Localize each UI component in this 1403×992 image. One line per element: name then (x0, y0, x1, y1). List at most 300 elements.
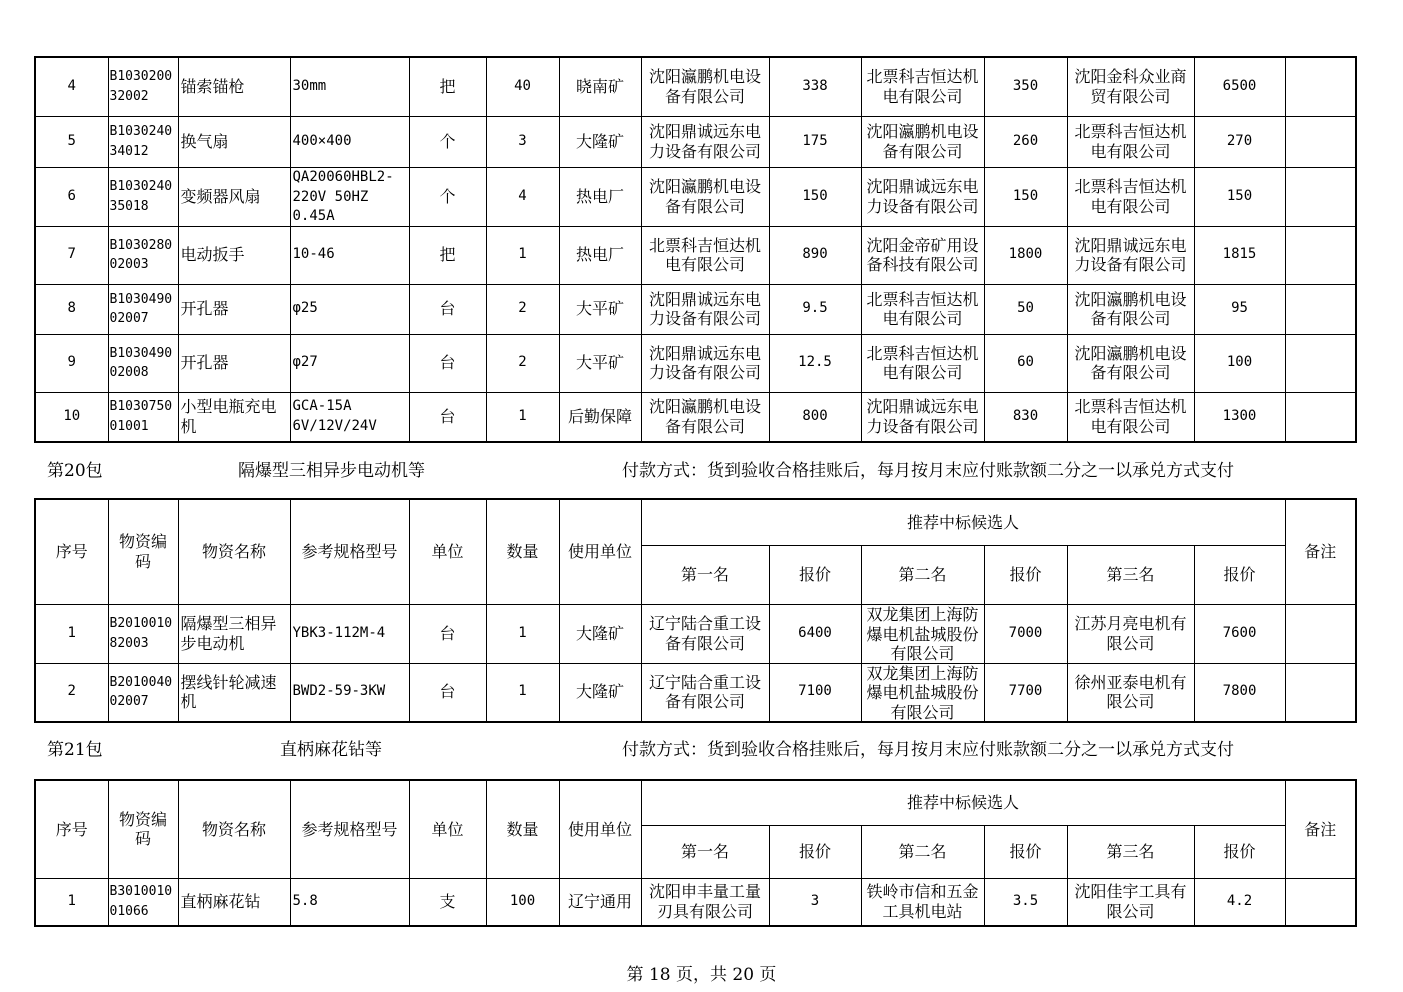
quantity: 4 (518, 187, 527, 204)
spec-model: 5.8 (292, 893, 318, 909)
material-name-cell (178, 284, 290, 334)
third-candidate-cell (1067, 167, 1194, 226)
first-price: 338 (802, 78, 828, 94)
header-first-candidate-cell (641, 825, 769, 878)
payment-terms: 付款方式：货到验收合格挂账后，每月按月末应付账款额二分之一以承兑方式支付 (622, 461, 1234, 481)
material-name: 开孔器 (180, 299, 229, 319)
first-price-cell (769, 116, 861, 167)
third-candidate: 北票科吉恒达机电有限公司 (1074, 122, 1187, 161)
spec-model: 10-46 (292, 246, 335, 263)
table-row (35, 116, 1356, 167)
remark-cell (1285, 57, 1356, 116)
using-unit: 热电厂 (575, 186, 624, 206)
row-number: 7 (67, 246, 76, 263)
remark-cell (1285, 226, 1356, 284)
header-first-candidate: 第一名 (680, 564, 729, 584)
unit: 台 (439, 623, 456, 643)
spec-model-cell (290, 334, 409, 392)
header-using-unit-cell (559, 499, 641, 604)
spec-model-cell (290, 284, 409, 334)
header-material-name-cell (178, 780, 290, 878)
table-row (35, 226, 1356, 284)
header-remark-cell (1285, 499, 1356, 604)
using-unit: 后勤保障 (567, 407, 632, 426)
third-candidate-cell (1067, 284, 1194, 334)
header-using-unit: 使用单位 (567, 819, 632, 839)
row-number-cell (35, 284, 108, 334)
quantity-cell (486, 663, 559, 722)
header-material-code-cell (108, 780, 178, 878)
quantity-cell (486, 226, 559, 284)
first-price: 7100 (798, 683, 832, 700)
header-material-name: 物资名称 (201, 819, 266, 839)
material-code: B201001082003 (109, 616, 173, 651)
first-candidate: 辽宁陆合重工设备有限公司 (648, 614, 761, 653)
quantity-cell (486, 392, 559, 442)
second-price: 1800 (1008, 246, 1043, 263)
using-unit-cell (559, 878, 641, 926)
second-price: 150 (1012, 187, 1039, 204)
row-number: 6 (67, 187, 76, 204)
header-third-price: 报价 (1223, 841, 1256, 861)
second-candidate: 沈阳鼎诚远东电力设备有限公司 (866, 177, 979, 216)
table-row (35, 878, 1356, 926)
third-price-cell (1194, 878, 1285, 926)
third-candidate-cell (1067, 226, 1194, 284)
unit: 把 (439, 77, 456, 96)
header-spec-model-cell (290, 780, 409, 878)
material-code-cell (108, 57, 178, 116)
first-candidate: 辽宁陆合重工设备有限公司 (648, 672, 761, 711)
second-price: 3.5 (1012, 893, 1039, 909)
spec-model: φ25 (292, 300, 318, 317)
first-price-cell (769, 284, 861, 334)
second-price-cell (984, 116, 1067, 167)
using-unit-cell (559, 57, 641, 116)
third-candidate-cell (1067, 57, 1194, 116)
remark-cell (1285, 663, 1356, 722)
second-price: 7700 (1008, 683, 1043, 700)
second-price-cell (984, 334, 1067, 392)
material-name: 小型电瓶充电机 (180, 397, 277, 436)
header-second-price-cell (984, 825, 1067, 878)
header-using-unit: 使用单位 (567, 542, 632, 561)
material-code-cell (108, 604, 178, 663)
header-row-number: 序号 (55, 542, 88, 561)
second-candidate-cell (861, 116, 984, 167)
row-number-cell (35, 878, 108, 926)
third-candidate-cell (1067, 116, 1194, 167)
first-price: 12.5 (798, 354, 832, 371)
first-candidate: 沈阳申丰量工量刃具有限公司 (648, 882, 761, 921)
first-candidate: 沈阳瀛鹏机电设备有限公司 (648, 67, 761, 106)
third-price: 270 (1226, 132, 1253, 149)
quantity: 1 (518, 624, 527, 641)
material-code: B103028002003 (109, 237, 173, 272)
material-name-cell (178, 604, 290, 663)
second-candidate-cell (861, 604, 984, 663)
second-price: 7000 (1008, 624, 1043, 641)
second-candidate: 北票科吉恒达机电有限公司 (866, 343, 979, 382)
material-code-cell (108, 284, 178, 334)
header-unit: 单位 (431, 819, 464, 839)
unit-cell (409, 878, 486, 926)
first-price: 800 (802, 408, 828, 424)
header-unit-cell (409, 499, 486, 604)
row-number-cell (35, 226, 108, 284)
unit-cell (409, 167, 486, 226)
second-price-cell (984, 57, 1067, 116)
first-price: 150 (802, 187, 828, 204)
material-name: 开孔器 (180, 353, 229, 373)
material-code: B301001001066 (109, 884, 173, 919)
header-quantity-cell (486, 499, 559, 604)
quantity: 1 (518, 408, 527, 424)
spec-model: YBK3-112M-4 (292, 624, 386, 641)
header-row (35, 499, 1356, 545)
using-unit: 晓南矿 (575, 77, 624, 96)
third-candidate: 沈阳瀛鹏机电设备有限公司 (1074, 289, 1187, 328)
material-name-cell (178, 334, 290, 392)
header-third-candidate-cell (1067, 545, 1194, 604)
material-code-cell (108, 392, 178, 442)
quantity-cell (486, 878, 559, 926)
unit: 个 (439, 186, 456, 206)
material-code: B103049002007 (109, 291, 173, 326)
third-price-cell (1194, 392, 1285, 442)
unit: 把 (439, 245, 456, 265)
first-candidate: 沈阳瀛鹏机电设备有限公司 (648, 397, 761, 436)
third-candidate: 沈阳金科众业商贸有限公司 (1074, 67, 1187, 106)
row-number-cell (35, 116, 108, 167)
second-candidate-cell (861, 284, 984, 334)
third-price-cell (1194, 116, 1285, 167)
row-number-cell (35, 57, 108, 116)
header-third-price: 报价 (1223, 564, 1256, 584)
material-code: B103075001001 (109, 399, 173, 434)
row-number-cell (35, 392, 108, 442)
second-candidate-cell (861, 167, 984, 226)
remark-cell (1285, 116, 1356, 167)
row-number-cell (35, 604, 108, 663)
material-code-cell (108, 663, 178, 722)
header-second-price: 报价 (1009, 564, 1042, 584)
second-price: 350 (1012, 78, 1039, 94)
third-price-cell (1194, 334, 1285, 392)
third-price: 6500 (1222, 78, 1257, 94)
second-price: 50 (1017, 300, 1034, 317)
first-price-cell (769, 663, 861, 722)
remark-cell (1285, 604, 1356, 663)
quantity: 1 (518, 683, 527, 700)
spec-model-cell (290, 167, 409, 226)
row-number: 4 (67, 78, 76, 94)
header-remark: 备注 (1304, 819, 1337, 839)
material-name-cell (178, 226, 290, 284)
using-unit: 大隆矿 (575, 131, 624, 151)
material-name: 电动扳手 (180, 245, 245, 265)
remark-cell (1285, 284, 1356, 334)
first-price-cell (769, 57, 861, 116)
material-name-cell (178, 167, 290, 226)
package-label: 第21包 (47, 740, 103, 760)
unit: 个 (439, 131, 456, 151)
second-price-cell (984, 663, 1067, 722)
first-price: 3 (810, 893, 820, 909)
first-candidate: 沈阳鼎诚远东电力设备有限公司 (648, 122, 761, 161)
third-candidate: 沈阳佳宇工具有限公司 (1074, 882, 1187, 921)
material-name-cell (178, 57, 290, 116)
header-first-candidate-cell (641, 545, 769, 604)
remark-cell (1285, 334, 1356, 392)
header-row-number: 序号 (55, 819, 88, 839)
header-row-number-cell (35, 499, 108, 604)
row-number: 8 (67, 300, 76, 317)
material-code: B103049002008 (109, 345, 173, 380)
spec-model-cell (290, 604, 409, 663)
quantity-cell (486, 284, 559, 334)
third-price-cell (1194, 57, 1285, 116)
third-candidate: 北票科吉恒达机电有限公司 (1074, 397, 1187, 436)
spec-model-cell (290, 116, 409, 167)
second-candidate: 沈阳鼎诚远东电力设备有限公司 (866, 397, 979, 436)
table-row (35, 167, 1356, 226)
spec-model: φ27 (292, 354, 318, 371)
header-recommended-candidates-cell (641, 780, 1285, 825)
material-name: 锚索锚枪 (180, 77, 245, 96)
payment-terms: 付款方式：货到验收合格挂账后，每月按月末应付账款额二分之一以承兑方式支付 (622, 740, 1234, 760)
material-name: 变频器风扇 (180, 186, 261, 206)
material-code-cell (108, 878, 178, 926)
row-number: 9 (67, 354, 76, 371)
header-material-code: 物资编码 (118, 809, 167, 849)
package-title: 隔爆型三相异步电动机等 (238, 461, 425, 481)
package-title: 直柄麻花钻等 (280, 740, 382, 760)
first-price-cell (769, 878, 861, 926)
unit-cell (409, 663, 486, 722)
header-second-price: 报价 (1009, 841, 1042, 861)
quantity-cell (486, 167, 559, 226)
second-price-cell (984, 226, 1067, 284)
third-price-cell (1194, 226, 1285, 284)
spec-model: QA20060HBL2- 220V 50HZ 0.45A (292, 169, 394, 224)
row-number-cell (35, 663, 108, 722)
quantity-cell (486, 116, 559, 167)
unit-cell (409, 604, 486, 663)
first-candidate-cell (641, 663, 769, 722)
header-recommended-candidates-cell (641, 499, 1285, 545)
unit-cell (409, 392, 486, 442)
header-material-name-cell (178, 499, 290, 604)
header-recommended-candidates: 推荐中标候选人 (907, 793, 1020, 812)
third-price: 7600 (1222, 624, 1257, 641)
row-number: 1 (67, 624, 76, 641)
second-price-cell (984, 284, 1067, 334)
unit: 台 (439, 682, 456, 702)
third-price: 4.2 (1226, 893, 1253, 909)
table-row (35, 604, 1356, 663)
header-second-candidate: 第二名 (898, 564, 947, 584)
header-first-price: 报价 (798, 564, 831, 584)
remark-cell (1285, 878, 1356, 926)
row-number-cell (35, 334, 108, 392)
material-name: 隔爆型三相异步电动机 (180, 614, 277, 653)
using-unit-cell (559, 604, 641, 663)
spec-model-cell (290, 226, 409, 284)
header-third-price-cell (1194, 825, 1285, 878)
third-candidate: 沈阳鼎诚远东电力设备有限公司 (1074, 235, 1187, 274)
third-candidate-cell (1067, 604, 1194, 663)
header-quantity: 数量 (506, 819, 539, 839)
material-name-cell (178, 663, 290, 722)
row-number: 10 (63, 408, 81, 424)
unit-cell (409, 57, 486, 116)
quantity: 1 (518, 246, 527, 263)
header-third-candidate: 第三名 (1106, 564, 1155, 584)
row-number: 2 (67, 683, 76, 700)
first-price-cell (769, 226, 861, 284)
quantity: 2 (518, 354, 527, 371)
package-label: 第20包 (47, 461, 103, 481)
header-first-candidate: 第一名 (680, 841, 729, 861)
header-third-price-cell (1194, 545, 1285, 604)
table-row (35, 663, 1356, 722)
third-price-cell (1194, 663, 1285, 722)
material-code-cell (108, 167, 178, 226)
row-number: 1 (67, 893, 76, 909)
table-row (35, 57, 1356, 116)
using-unit: 大隆矿 (575, 682, 624, 702)
second-candidate: 双龙集团上海防爆电机盐城股份有限公司 (866, 605, 979, 662)
material-code: B103020032002 (109, 69, 173, 104)
first-price-cell (769, 392, 861, 442)
second-candidate-cell (861, 57, 984, 116)
third-price: 150 (1226, 187, 1253, 204)
material-code: B103024035018 (109, 179, 173, 214)
first-candidate-cell (641, 167, 769, 226)
header-third-candidate: 第三名 (1106, 841, 1155, 861)
spec-model: 30mm (292, 78, 327, 94)
first-price-cell (769, 334, 861, 392)
first-candidate: 北票科吉恒达机电有限公司 (648, 235, 761, 274)
header-remark: 备注 (1304, 542, 1337, 561)
first-price: 9.5 (802, 300, 828, 317)
using-unit-cell (559, 116, 641, 167)
header-third-candidate-cell (1067, 825, 1194, 878)
using-unit: 大平矿 (575, 353, 624, 373)
header-spec-model: 参考规格型号 (301, 542, 398, 561)
unit-cell (409, 226, 486, 284)
third-price: 100 (1226, 354, 1253, 371)
header-first-price-cell (769, 825, 861, 878)
second-price-cell (984, 878, 1067, 926)
table-row (35, 392, 1356, 442)
quantity-cell (486, 57, 559, 116)
row-number: 5 (67, 132, 76, 149)
first-price: 890 (802, 246, 828, 263)
table-row (35, 284, 1356, 334)
first-candidate: 沈阳瀛鹏机电设备有限公司 (648, 177, 761, 216)
header-material-name: 物资名称 (201, 542, 266, 561)
third-price: 1815 (1222, 246, 1257, 263)
first-price: 6400 (798, 624, 832, 641)
spec-model-cell (290, 57, 409, 116)
using-unit: 大隆矿 (575, 623, 624, 643)
header-first-price-cell (769, 545, 861, 604)
using-unit-cell (559, 167, 641, 226)
header-second-price-cell (984, 545, 1067, 604)
third-candidate: 江苏月亮电机有限公司 (1074, 614, 1187, 653)
header-quantity-cell (486, 780, 559, 878)
third-price-cell (1194, 284, 1285, 334)
using-unit-cell (559, 226, 641, 284)
remark-cell (1285, 167, 1356, 226)
first-candidate-cell (641, 284, 769, 334)
row-number-cell (35, 167, 108, 226)
unit: 台 (439, 299, 456, 319)
quantity-cell (486, 604, 559, 663)
second-candidate: 北票科吉恒达机电有限公司 (866, 289, 979, 328)
unit: 台 (439, 407, 456, 426)
header-unit: 单位 (431, 542, 464, 561)
material-code: B103024034012 (109, 124, 173, 159)
header-material-code: 物资编码 (118, 532, 167, 571)
header-remark-cell (1285, 780, 1356, 878)
unit: 台 (439, 353, 456, 373)
third-price: 7800 (1222, 683, 1257, 700)
using-unit: 大平矿 (575, 299, 624, 319)
header-unit-cell (409, 780, 486, 878)
header-using-unit-cell (559, 780, 641, 878)
spec-model: GCA-15A 6V/12V/24V (292, 398, 377, 434)
second-price: 60 (1017, 354, 1034, 371)
material-name: 摆线针轮减速机 (180, 672, 277, 711)
first-candidate-cell (641, 116, 769, 167)
second-candidate: 铁岭市信和五金工具机电站 (866, 882, 979, 921)
second-candidate-cell (861, 392, 984, 442)
material-name: 直柄麻花钻 (180, 892, 261, 911)
third-candidate: 徐州亚泰电机有限公司 (1074, 672, 1187, 711)
first-candidate-cell (641, 392, 769, 442)
material-name-cell (178, 878, 290, 926)
unit-cell (409, 334, 486, 392)
first-candidate-cell (641, 334, 769, 392)
third-candidate-cell (1067, 878, 1194, 926)
header-second-candidate: 第二名 (898, 841, 947, 861)
table-row (35, 334, 1356, 392)
third-price: 95 (1231, 300, 1248, 317)
unit: 支 (439, 892, 456, 911)
second-price-cell (984, 167, 1067, 226)
second-candidate-cell (861, 226, 984, 284)
spec-model-cell (290, 663, 409, 722)
second-candidate: 双龙集团上海防爆电机盐城股份有限公司 (866, 663, 979, 721)
unit-cell (409, 116, 486, 167)
material-code-cell (108, 116, 178, 167)
quantity: 100 (509, 893, 536, 909)
third-candidate-cell (1067, 334, 1194, 392)
material-name-cell (178, 116, 290, 167)
using-unit-cell (559, 663, 641, 722)
quantity: 3 (518, 132, 527, 149)
material-code: B201004002007 (109, 674, 173, 709)
material-code-cell (108, 226, 178, 284)
second-price-cell (984, 392, 1067, 442)
first-candidate-cell (641, 226, 769, 284)
third-candidate: 北票科吉恒达机电有限公司 (1074, 177, 1187, 216)
header-row-number-cell (35, 780, 108, 878)
first-candidate-cell (641, 878, 769, 926)
